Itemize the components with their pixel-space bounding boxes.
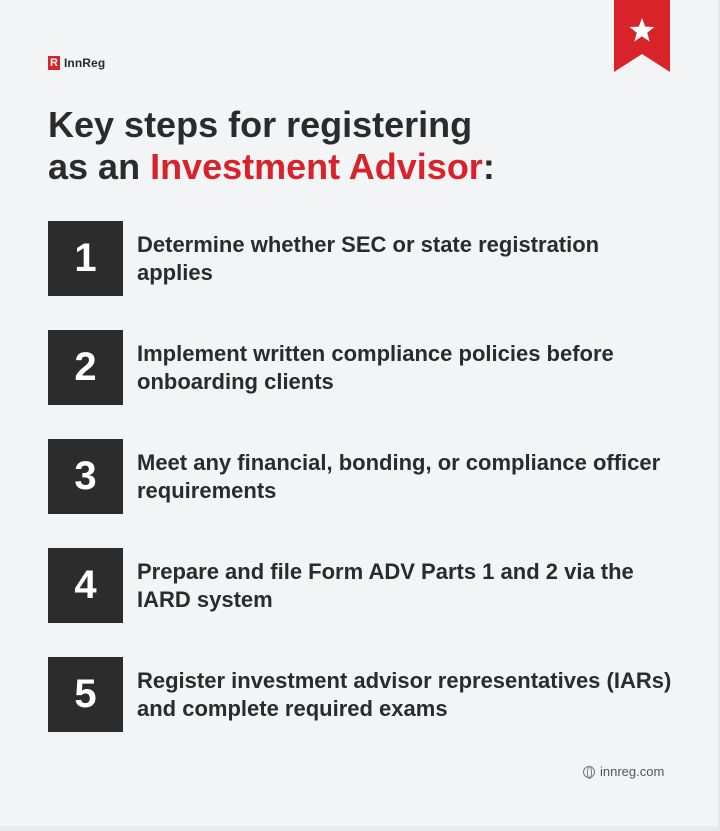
step-text: Meet any financial, bonding, or compliance officer requirements [137, 449, 661, 503]
step-item [48, 657, 677, 732]
footer-link [583, 764, 664, 779]
step-text: Determine whether SEC or state registration applies [137, 231, 600, 285]
step-number-badge: 4 [48, 548, 123, 623]
step-number-badge: 2 [48, 330, 123, 405]
title-line-2-prefix: as an [48, 146, 151, 187]
step-number-badge: 3 [48, 439, 123, 514]
step-text: Implement written compliance policies before onboarding clients [137, 340, 614, 394]
step-item [48, 221, 677, 296]
title-line-2 [48, 146, 668, 188]
step-number-badge: 1 [48, 221, 123, 296]
title-line-2-suffix: : [482, 146, 495, 187]
brand-logo [48, 56, 105, 70]
step-text: Prepare and file Form ADV Parts 1 and 2 via the IARD system [137, 558, 634, 612]
logo-mark: R [48, 56, 60, 70]
ribbon-bookmark [614, 0, 670, 72]
step-number-badge: 5 [48, 657, 123, 732]
globe-icon [583, 766, 595, 778]
step-item [48, 330, 677, 405]
footer-url: innreg.com [600, 764, 665, 779]
logo-name: InnReg [64, 56, 106, 70]
title-highlight: Investment Advisor [150, 146, 483, 187]
title-line-1: Key steps for registering [48, 104, 473, 145]
step-text: Register investment advisor representatives (IARs) and complete required exams [137, 667, 672, 721]
page-title [48, 104, 668, 188]
step-item [48, 548, 677, 623]
step-item [48, 439, 677, 514]
